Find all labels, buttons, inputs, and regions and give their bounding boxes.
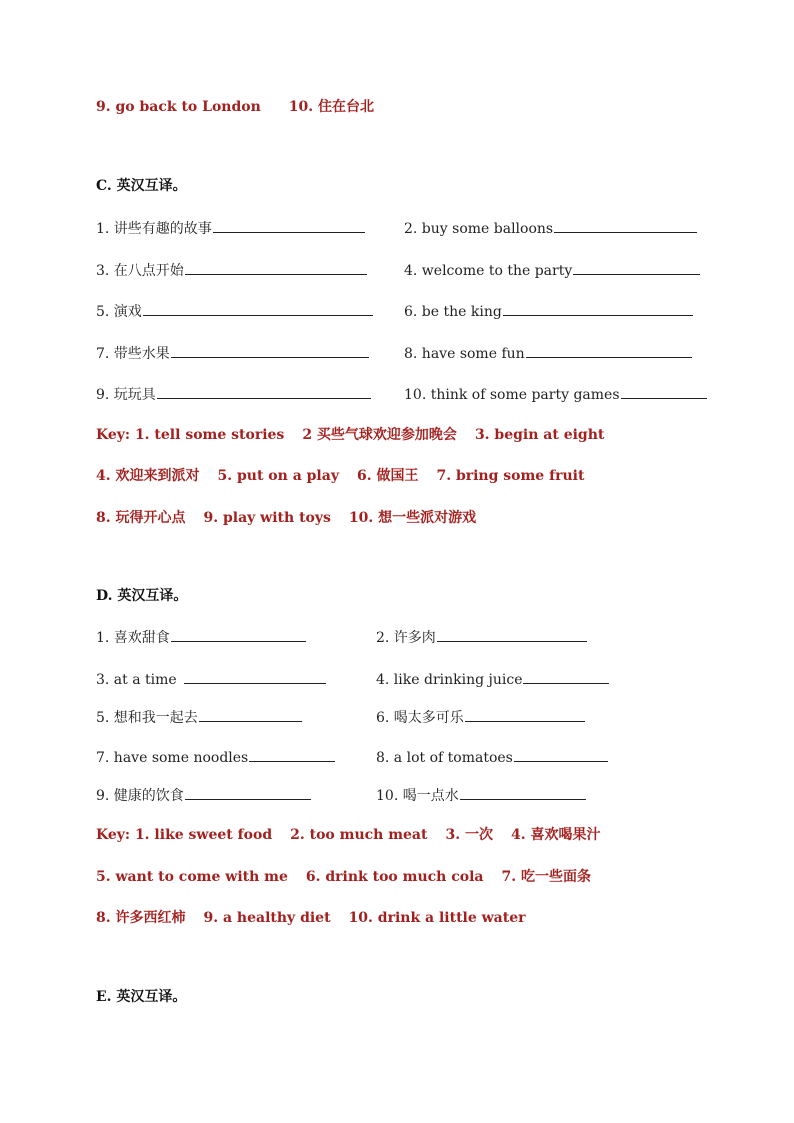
key-item: 7. bring some fruit: [436, 468, 585, 484]
d-row-4-left: 7. have some noodles: [96, 747, 335, 767]
c-row-4-left: 7. 带些水果: [96, 343, 369, 363]
c-row-1-left: 1. 讲些有趣的故事: [96, 218, 365, 238]
key-item: 2 买些气球欢迎参加晚会: [302, 427, 457, 443]
section-e-heading: E. 英汉互译。: [96, 989, 187, 1005]
section-d-heading: D. 英汉互译。: [96, 588, 188, 604]
c-row-2-right: 4. welcome to the party: [404, 260, 700, 280]
key-item: 3. begin at eight: [474, 427, 605, 443]
c-row-3-right: 6. be the king: [404, 301, 693, 321]
d-key-line-3: [96, 909, 526, 927]
key-item: 9. a healthy diet: [203, 910, 331, 926]
d-row-3-left: 5. 想和我一起去: [96, 707, 302, 727]
c-key-line-3: [96, 509, 476, 527]
c-row-3-left: 5. 演戏: [96, 301, 373, 321]
d-row-2-left: 3. at a time: [96, 669, 326, 689]
d-row-2-right: 4. like drinking juice: [376, 669, 609, 689]
c-row-2-left: 3. 在八点开始: [96, 260, 367, 280]
key-item: 8. 玩得开心点: [96, 510, 186, 526]
key-item: 5. want to come with me: [96, 869, 288, 885]
d-row-1-left: 1. 喜欢甜食: [96, 627, 306, 647]
c-row-4-right: 8. have some fun: [404, 343, 692, 363]
c-row-1-right: 2. buy some balloons: [404, 218, 697, 238]
key-item: 7. 吃一些面条: [501, 869, 591, 885]
key-item: Key: 1. tell some stories: [96, 427, 285, 443]
key-item: 6. drink too much cola: [305, 869, 484, 885]
c-row-5-right: 10. think of some party games: [404, 384, 707, 404]
section-c-heading: C. 英汉互译。: [96, 178, 187, 194]
c-key-line-1: [96, 426, 604, 444]
key-item: 10. 想一些派对游戏: [348, 510, 477, 526]
key-item: 4. 欢迎来到派对: [96, 468, 200, 484]
d-key-line-2: [96, 868, 591, 886]
key-item: 6. 做国王: [356, 468, 419, 484]
top-key-item: 9. go back to London: [96, 99, 261, 115]
top-key-line: [96, 98, 374, 116]
key-item: 5. put on a play: [217, 468, 339, 484]
key-item: 9. play with toys: [203, 510, 331, 526]
key-item: 8. 许多西红柿: [96, 910, 186, 926]
d-key-line-1: [96, 826, 600, 844]
key-item: 3. 一次: [445, 827, 493, 843]
key-item: 2. too much meat: [290, 827, 428, 843]
d-row-3-right: 6. 喝太多可乐: [376, 707, 585, 727]
top-key-item: 10. 住在台北: [288, 99, 375, 115]
d-row-4-right: 8. a lot of tomatoes: [376, 747, 608, 767]
c-row-5-left: 9. 玩玩具: [96, 384, 371, 404]
d-row-1-right: 2. 许多肉: [376, 627, 587, 647]
d-row-5-left: 9. 健康的饮食: [96, 785, 311, 805]
d-row-5-right: 10. 喝一点水: [376, 785, 586, 805]
c-key-line-2: [96, 467, 584, 485]
key-item: 4. 喜欢喝果汁: [510, 827, 601, 843]
key-item: Key: 1. like sweet food: [96, 827, 273, 843]
key-item: 10. drink a little water: [348, 910, 526, 926]
